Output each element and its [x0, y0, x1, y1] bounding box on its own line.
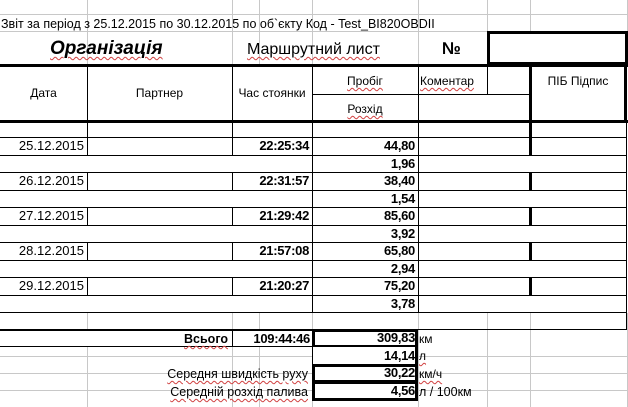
row-consumption: 1,54	[390, 191, 415, 206]
row-date: 28.12.2015	[18, 243, 84, 258]
row-consumption: 2,94	[390, 261, 415, 276]
row-date: 27.12.2015	[18, 208, 84, 223]
totals-parking-time: 109:44:46	[253, 331, 310, 346]
avg-speed-label: Середня швидкість руху	[167, 367, 308, 381]
avg-speed-unit: км/ч	[419, 367, 443, 381]
row-parking-time: 22:25:34	[259, 138, 309, 153]
row-mileage: 65,80	[383, 243, 415, 258]
row-parking-time: 22:31:57	[259, 173, 309, 188]
row-mileage: 44,80	[383, 138, 415, 153]
totals-consumption: 14,14	[383, 348, 415, 363]
totals-mileage: 309,83	[377, 330, 415, 345]
row-mileage: 85,60	[383, 208, 415, 223]
report-header: Звіт за період з 25.12.2015 по 30.12.2015 по об`єкту Код - Test_BI820OBDII	[1, 17, 435, 31]
row-parking-time: 21:29:42	[259, 208, 309, 223]
route-sheet-number-field[interactable]	[487, 31, 628, 65]
row-parking-time: 21:20:27	[259, 278, 309, 293]
avg-speed-value: 30,22	[383, 365, 415, 380]
totals-label: Всього	[184, 332, 228, 346]
col-header-partner: Партнер	[135, 86, 184, 100]
row-consumption: 3,92	[390, 226, 415, 241]
number-sign: №	[442, 39, 461, 58]
organization-title: Організація	[50, 38, 163, 59]
row-date: 25.12.2015	[18, 138, 84, 153]
row-mileage: 38,40	[383, 173, 415, 188]
col-header-comment: Коментар	[420, 74, 474, 88]
row-consumption: 3,78	[390, 296, 415, 311]
row-date: 26.12.2015	[18, 173, 84, 188]
col-header-consumption: Розхід	[347, 102, 383, 116]
col-header-date: Дата	[30, 86, 57, 100]
avg-fuel-unit: л / 100км	[419, 385, 472, 399]
totals-mileage-unit: км	[419, 332, 433, 346]
col-header-parking-time: Час стоянки	[238, 86, 306, 100]
row-mileage: 75,20	[383, 278, 415, 293]
avg-fuel-label: Середній розхід палива	[170, 385, 308, 399]
route-sheet-title: Маршрутний лист	[247, 41, 380, 58]
avg-fuel-value: 4,56	[390, 383, 415, 398]
col-header-signature: ПІБ Підпис	[547, 74, 609, 88]
row-date: 29.12.2015	[18, 278, 84, 293]
col-header-mileage: Пробіг	[347, 74, 383, 88]
row-consumption: 1,96	[390, 156, 415, 171]
totals-consumption-unit: л	[419, 349, 427, 363]
row-parking-time: 21:57:08	[259, 243, 309, 258]
